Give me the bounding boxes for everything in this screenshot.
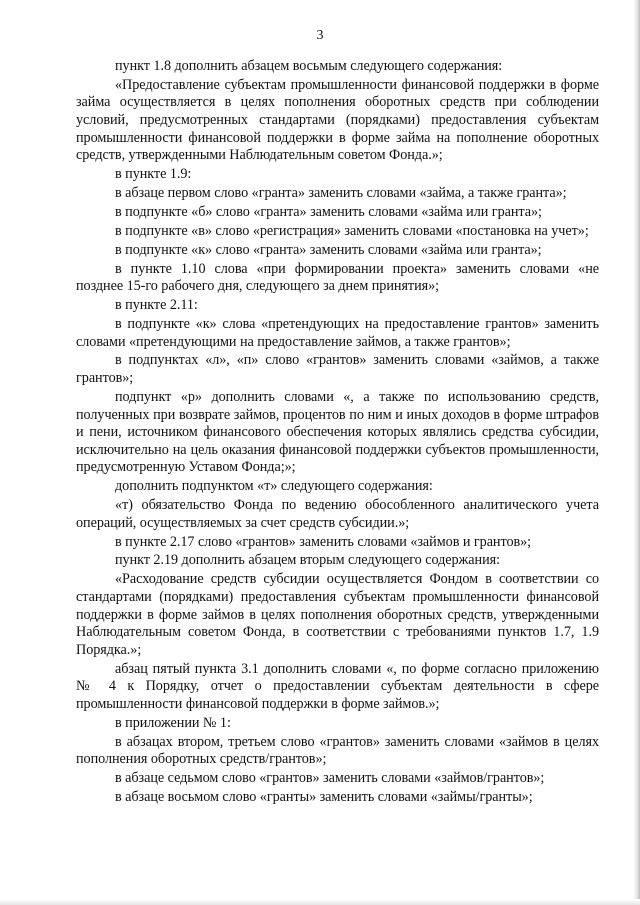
scan-page-edge	[633, 0, 640, 905]
paragraph: в подпункте «к» слово «гранта» заменить словами «займа или гранта»;	[115, 241, 542, 258]
paragraph: в абзаце первом слово «гранта» заменить словами «займа, а также гранта»;	[115, 185, 567, 202]
paragraph: в пункте 2.11:	[115, 297, 198, 314]
paragraph: в абзаце седьмом слово «грантов» заменить словами «займов/грантов»;	[115, 770, 545, 787]
paragraph: в подпунктах «л», «п» слово «грантов» заменить словами «займов, а также грантов»;	[76, 352, 599, 387]
paragraph: «Предоставление субъектам промышленности финансовой поддержки в форме займа осуществляется в целях пополнения оборотных средств при соблюдении условий, предусмотренных стандартами (порядками) предоставления субъектам промышленности финансовой поддержки в форме займа на пополнение оборотных средств, утвержденными Наблюдательным советом Фонда.»;	[76, 76, 599, 164]
paragraph: в подпункте «б» слово «гранта» заменить словами «займа или гранта»;	[115, 203, 542, 220]
paragraph: подпункт «р» дополнить словами «, а также по использованию средств, полученных при возврате займов, процентов по ним и иных доходов в форме штрафов и пени, источником финансового обеспечения которых являлись средства субсидии, исключительно на цель оказания финансовой поддержки субъектов промышленности, предусмотренную Уставом Фонда;»;	[76, 388, 599, 476]
paragraph: «т) обязательство Фонда по ведению обособленного аналитического учета операций, осуществляемых за счет средств субсидии.»;	[76, 497, 599, 531]
paragraph: в подпункте «в» слово «регистрация» заменить словами «постановка на учет»;	[115, 222, 589, 239]
paragraph: в абзаце восьмом слово «гранты» заменить словами «займы/гранты»;	[115, 788, 533, 805]
paragraph: абзац пятый пункта 3.1 дополнить словами «, по форме согласно приложению № 4 к Порядку, отчет о предоставлении субъектам деятельности в сфере промышленности финансовой поддержки в форме займов.»;	[76, 660, 599, 712]
paragraph: дополнить подпунктом «т» следующего содержания:	[115, 478, 433, 495]
paragraph: пункт 1.8 дополнить абзацем восьмым следующего содержания:	[115, 58, 503, 74]
document-body	[76, 58, 599, 808]
page-number: 3	[316, 28, 324, 43]
paragraph: в подпункте «к» слова «претендующих на предоставление грантов» заменить словами «претендующими на предоставление займов, а также грантов»;	[76, 315, 599, 350]
scan-bottom-edge	[0, 899, 640, 905]
paragraph: в пункте 1.10 слова «при формировании проекта» заменить словами «не позднее 15-го рабочего дня, следующего за днем принятия»;	[76, 260, 599, 295]
paragraph: в приложении № 1:	[115, 714, 231, 731]
paragraph: «Расходование средств субсидии осуществляется Фондом в соответствии со стандартами (порядками) предоставления субъектам промышленности финансовой поддержки в форме займов в целях пополнения оборотных средств, утвержденными Наблюдательным советом Фонда, в соответствии с требованиями пунктов 1.7, 1.9 Порядка.»;	[76, 571, 599, 658]
paragraph: в абзацах втором, третьем слово «грантов» заменить словами «займов в целях пополнения оборотных средств/грантов»;	[76, 733, 599, 768]
paragraph: пункт 2.19 дополнить абзацем вторым следующего содержания:	[115, 552, 501, 569]
paragraph: в пункте 1.9:	[115, 166, 192, 183]
paragraph: в пункте 2.17 слово «грантов» заменить словами «займов и грантов»;	[115, 533, 532, 550]
